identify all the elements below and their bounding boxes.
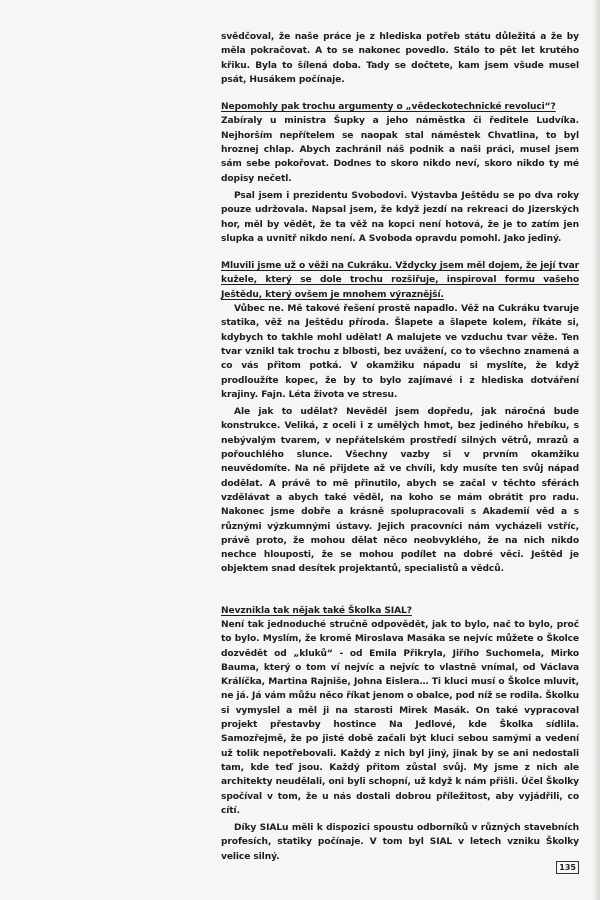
page-edge-shadow [592,0,600,900]
interview-question: Mluvili jsme už o věži na Cukráku. Vždycky jsem měl dojem, že její tvar kužele, který se dole trochu rozšiřuje, inspiroval formu vašeho Ještědu, který ovšem je mnohem výraznější. [221,261,579,300]
answer-paragraph: Ale jak to udělat? Nevěděl jsem dopředu, jak náročná bude konstrukce. Veliká, z oceli i z umělých hmot, bez jediného hřebíku, s nebývalým tvarem, v nepřátelském prostředí silných větrů, mrazů a pořouchlého slunce. Všechny vazby si v prvním okamžiku neuvědomíte. Na ně přijdete až ve chvíli, kdy musíte ten svůj nápad dodělat. A právě to mě přinutilo, abych se začal v těchto sférách vzdělávat a abych také věděl, na koho se mám obrátit pro radu. Nakonec jsme dobře a krásně spolupracovali s Akademií věd a s různými výzkumnými ústavy. Jejich pracovníci nám vycházeli vstříc, právě proto, že mohou dělat něco neobvyklého, že na nich nikdo nechce hlouposti, že se mohou podílet na dobré věci. Ještěd je objektem snad desítek projektantů, specialistů a vědců. [221,407,579,575]
answer-paragraph: Zabíraly u ministra Šupky a jeho náměstka či ředitele Ludvíka. Nejhorším nepřítelem se naopak stal náměstek Chvatlina, to byl hroznej chlap. Abych zachránil náš podnik a naši práci, musel jsem sám sebe pokořovat. Dodnes to skoro nikdo neví, skoro nikdo ty mé dopisy nečetl. [221,116,579,184]
answer-paragraph: Díky SIALu měli k dispozici spoustu odborníků v různých stavebních profesích, statiky počínaje. V tom byl SIAL v letech vzniku Školky velice silný. [221,823,579,862]
interview-question: Nepomohly pak trochu argumenty o „vědeckotechnické revoluci“? [221,102,556,113]
answer-paragraph: Psal jsem i prezidentu Svobodovi. Výstavba Ještědu se po dva roky pouze udržovala. Napsal jsem, že když jezdí na rekreaci do Jizerských hor, měl by vědět, že ta věž na kopci není hotová, že je to zatím jen slupka a uvnitř nikdo není. A Svoboda opravdu pomohl. Jako jediný. [221,190,579,244]
interview-question: Nevznikla tak nějak také Školka SIAL? [221,605,412,616]
page-number: 135 [556,861,579,874]
answer-paragraph: Vůbec ne. Mě takové řešení prostě napadlo. Věž na Cukráku tvaruje statika, věž na Ještědu příroda. Šlapete a šlapete kolem, říkáte si, kdybych to takhle mohl udělat! A malujete ve vzduchu tvar věže. Ten tvar vznikl tak trochu z blbosti, bez uvážení, co to všechno znamená a co vás přitom potká. V okamžiku nápadu si myslíte, že když prodloužíte kopec, že by to bylo zajímavé i z hlediska dotváření krajiny. Fajn. Léta života ve stresu. [221,304,579,400]
text-column [221,30,579,864]
answer-paragraph: svědčoval, že naše práce je z hlediska potřeb státu důležitá a že by měla pokračovat. A to se nakonec povedlo. Stálo to pět let krutého křiku. Byla to šílená doba. Tady se dočtete, kam jsem všude musel psát, Husákem počínaje. [221,32,579,85]
answer-paragraph: Není tak jednoduché stručně odpovědět, jak to bylo, nač to bylo, proč to bylo. Myslím, že kromě Miroslava Masáka se nejvíc můžete o Školce dozvědět od „kluků“ - od Emila Přikryla, Jiřího Suchomela, Mirko Bauma, který o tom ví nejvíc a nejvíc to vlastně vnímal, od Václava Králíčka, Martina Rajniše, Johna Eislera… Ti kluci musí o Školce mluvit, ne já. Já vám můžu něco říkat jenom o obalce, pod níž se rodila. Školku si vymyslel a měl ji na starosti Mirek Masák. On také vypracoval projekt přestavby hostince Na Jedlové, kde Školka sídlila. Samozřejmě, že po jisté době začali být kluci sebou samými a vedení už tolik nepotřebovali. Každý z nich byl jiný, jinak by se ani nedostali tam, kde teď jsou. Každý přitom zůstal svůj. My jsme z nich ale architekty neudělali, oni byli schopní, už když k nám přišli. Účel Školky spočíval v tom, že u nás dostali dobrou příležitost, aby vyjádřili, co cítí. [221,619,579,816]
